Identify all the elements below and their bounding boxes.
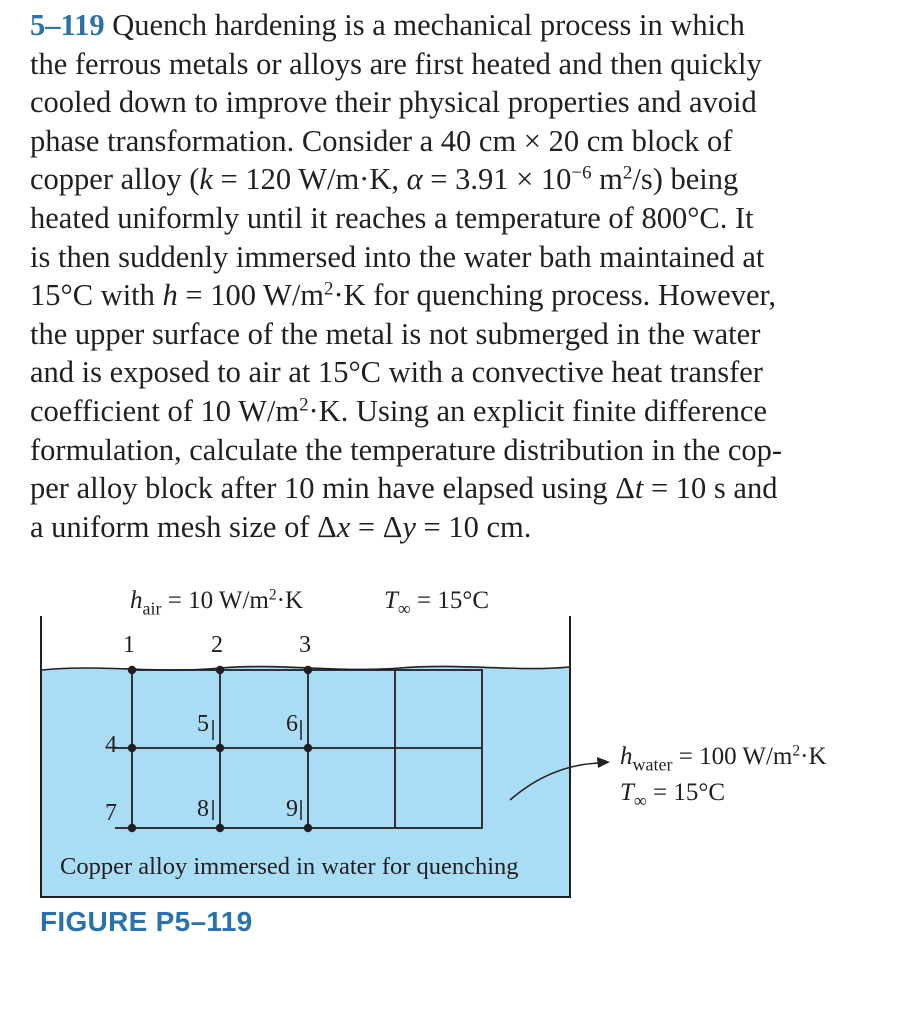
problem-line: the ferrous metals or alloys are first heated and then quickly: [30, 46, 762, 81]
node-9-dot: [304, 824, 312, 832]
problem-line: a uniform mesh size of Δx = Δy = 10 cm.: [30, 509, 532, 544]
node-7-label: 7: [105, 800, 117, 826]
problem-line: cooled down to improve their physical properties and avoid: [30, 85, 757, 120]
node-3-label: 3: [299, 632, 311, 658]
node-8-label: 8: [197, 796, 209, 822]
node-1-label: 1: [123, 632, 135, 658]
problem-line: formulation, calculate the temperature distribution in the cop-: [30, 432, 783, 467]
figure-p5-119: [0, 560, 907, 1012]
tank-caption: Copper alloy immersed in water for quenching: [60, 853, 519, 880]
h-air-label: $h_{air} = 10$ $W/m^2\cdot K$: [130, 586, 304, 619]
problem-statement: [30, 6, 872, 546]
node-8-dot: [216, 824, 224, 832]
problem-line: 5–119 Quench hardening is a mechanical process in which: [30, 8, 745, 42]
node-5-dot: [216, 744, 224, 752]
node-6-dot: [304, 744, 312, 752]
quench-diagram: [0, 560, 907, 1012]
t-inf-air-label: $T_\infty = 15^\circ C$: [384, 587, 490, 619]
problem-line: the upper surface of the metal is not submerged in the water: [30, 316, 761, 351]
problem-line: copper alloy (k = 120 W/m·K, $\alpha = 3.91 \times 10^{-6}$ $m^2/s$) being: [30, 162, 739, 197]
h-water-label: $h_{water} = 100$ $W/m^2\cdot K$: [620, 742, 827, 775]
problem-number: 5–119: [30, 8, 105, 42]
figure-label: FIGURE P5–119: [40, 906, 253, 937]
node-6-label: 6: [286, 711, 298, 737]
node-2-dot: [216, 666, 224, 674]
node-4-label: 4: [105, 732, 117, 758]
t-inf-water-label: $T_\infty = 15^\circ C$: [620, 779, 726, 811]
node-7-dot: [128, 824, 136, 832]
node-4-dot: [128, 744, 136, 752]
node-1-dot: [128, 666, 136, 674]
node-3-dot: [304, 666, 312, 674]
problem-line: and is exposed to air at 15°C with a convective heat transfer: [30, 355, 763, 390]
problem-line: per alloy block after 10 min have elapsed using Δt = 10 s and: [30, 471, 778, 506]
problem-line: coefficient of 10 $W/m^2\cdot K$. Using an explicit finite difference: [30, 393, 767, 428]
node-9-label: 9: [286, 796, 298, 822]
problem-line: heated uniformly until it reaches a temperature of 800°C. It: [30, 200, 754, 235]
problem-line: 15°C with h = 100 $W/m^2\cdot K$ for quenching process. However,: [30, 278, 777, 313]
arrow-head-icon: [597, 757, 610, 768]
node-2-label: 2: [211, 632, 223, 658]
problem-line: phase transformation. Consider a 40 cm × 20 cm block of: [30, 123, 733, 158]
node-5-label: 5: [197, 711, 209, 737]
problem-line: is then suddenly immersed into the water bath maintained at: [30, 239, 765, 274]
